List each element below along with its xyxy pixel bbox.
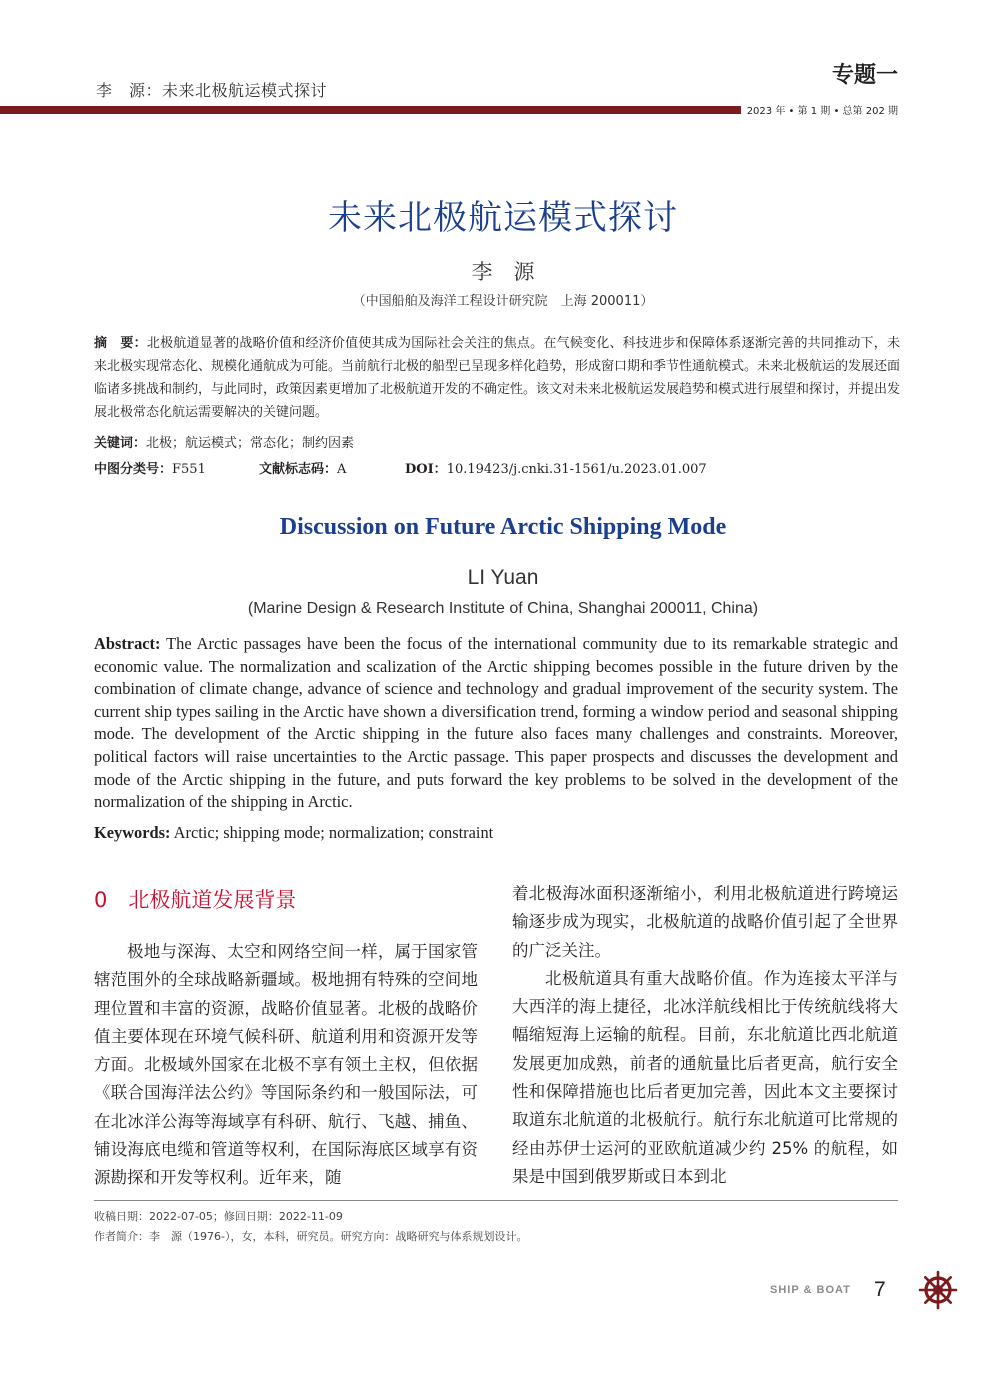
abstract-cn [94,332,900,424]
title-cn: 未来北极航运模式探讨 [328,198,678,238]
abstract-cn-label: 摘 要： [94,336,147,351]
footnote-divider [94,1200,898,1201]
running-title: 李 源：未来北极航运模式探讨 [96,81,328,100]
keywords-en-text: Arctic; shipping mode; normalization; constraint [170,823,494,842]
doi-value: 10.19423/j.cnki.31-1561/u.2023.01.007 [446,462,707,477]
affiliation-cn: （中国船舶及海洋工程设计研究院 上海 200011） [352,294,654,309]
issue-info: 2023 年 • 第 1 期 • 总第 202 期 [741,102,898,117]
ship-wheel-icon [918,1270,958,1310]
column-name: 专题一 [831,63,898,88]
author-cn: 李 源 [471,260,535,284]
body-column-left [94,938,478,1193]
section-heading: 0 北极航道发展背景 [94,888,297,912]
keywords-cn [94,432,354,451]
keywords-cn-label: 关键词： [94,436,147,451]
keywords-en-label: Keywords: [94,823,171,842]
body-paragraph: 极地与深海、太空和网络空间一样，属于国家管辖范围外的全球战略新疆域。极地拥有特殊的空间地理位置和丰富的资源，战略价值显著。北极的战略价值主要体现在环境气候科研、航道利用和资源开发等方面。北极域外国家在北极不享有领土主权，但依据《联合国海洋法公约》等国际条约和一般国际法，可在北冰洋公海等海域享有科研、航行、飞越、捕鱼、铺设海底电缆和管道等权利，在国际海底区域享有资源勘探和开发等权利。近年来，随 [94,942,478,1188]
body-column-right [512,880,898,1191]
abstract-en [94,633,898,814]
doi-label: DOI： [405,462,447,477]
page-number: 7 [874,1278,886,1301]
abstract-cn-text: 北极航道显著的战略价值和经济价值使其成为国际社会关注的焦点。在气候变化、科技进步和保障体系逐渐完善的共同推动下，未来北极实现常态化、规模化通航成为可能。当前航行北极的船型已呈现多样化趋势，形成窗口期和季节性通航模式。未来北极航运的发展还面临诸多挑战和制约，与此同时，政策因素更增加了北极航道开发的不确定性。该文对未来北极航运发展趋势和模式进行展望和探讨，并提出发展北极常态化航运需要解决的关键问题。 [94,336,901,420]
abstract-en-label: Abstract: [94,634,161,653]
footnote-author-bio: 作者简介：李 源（1976-），女，本科，研究员。研究方向：战略研究与体系规划设计。 [94,1230,528,1243]
doc-code-value: A [337,462,347,477]
doc-code-label: 文献标志码： [259,462,338,477]
title-en: Discussion on Future Arctic Shipping Mode [279,514,727,540]
affiliation-en: (Marine Design & Research Institute of China, Shanghai 200011, China) [247,600,759,617]
author-en: LI Yuan [467,566,539,589]
footnote-dates: 收稿日期：2022-07-05；修回日期：2022-11-09 [94,1210,343,1223]
journal-brand: SHIP & BOAT [770,1284,851,1296]
clc-label: 中图分类号： [94,462,173,477]
keywords-cn-text: 北极；航运模式；常态化；制约因素 [146,436,355,451]
clc-value: F551 [172,462,206,477]
classification-row [94,458,900,477]
body-paragraph: 北极航道具有重大战略价值。作为连接太平洋与大西洋的海上捷径，北冰洋航线相比于传统航线将大幅缩短海上运输的航程。目前，东北航道比西北航道发展更加成熟，前者的通航量比后者更高，航行安全性和保障措施也比后者更加完善，因此本文主要探讨取道东北航道的北极航行。航行东北航道可比常规的经由苏伊士运河的亚欧航道减少约 25% 的航程，如果是中国到俄罗斯或日本到北 [512,968,898,1186]
body-paragraph-continued: 着北极海冰面积逐渐缩小，利用北极航道进行跨境运输逐步成为现实，北极航道的战略价值引起了全世界的广泛关注。 [512,884,898,960]
keywords-en [94,823,493,843]
abstract-en-text: The Arctic passages have been the focus of the international community due to its remarkable strategic and economic value. The normalization and scalization of the Arctic shipping becomes possible in the future driven by the combination of climate change, advance of science and technology and gradual improvement of the security system. The current ship types sailing in the Arctic have shown a diversification trend, forming a window period and seasonal shipping mode. The development of the Arctic shipping in the future also faces many challenges and constraints. Moreover, political factors will raise uncertainties to the Arctic passage. This paper prospects and discusses the development and mode of the Arctic shipping in the future, and puts forward the key problems to be solved in the development of the normalization of the shipping in Arctic. [94,634,898,812]
